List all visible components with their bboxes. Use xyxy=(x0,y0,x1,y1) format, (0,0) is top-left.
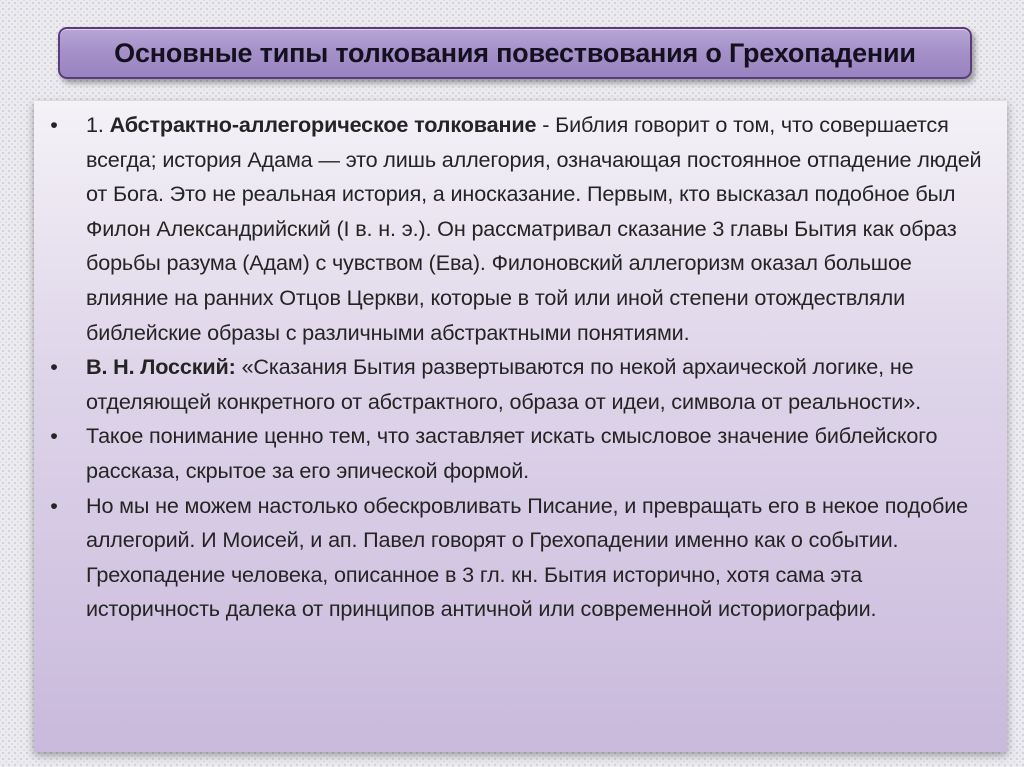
content-box xyxy=(34,101,1007,752)
list-item-1 xyxy=(44,108,987,350)
item-heading: В. Н. Лосский: xyxy=(86,354,236,380)
item-text: Но мы не можем настолько обескровливать Писание, и превращать его в некое подобие аллегорий. И Моисей, и ап. Павел говорят о Грехопадении именно как о событии. Грехопадение человека, описанное в 3 гл. кн. Бытия исторично, хотя сама эта историчность далека от принципов античной или современной историографии. xyxy=(86,492,968,622)
item-text: - Библия говорит о том, что совершается всегда; история Адама — это лишь аллегория, означающая постоянное отпадение людей от Бога. Это не реальная история, а иносказание. Первым, кто высказал подобное был Филон Александрийский (I в. н. э.). Он рассматривал сказание 3 главы Бытия как образ борьбы разума (Адам) с чувством (Ева). Филоновский аллегоризм оказал большое влияние на ранних Отцов Церкви, которые в той или иной степени отождествляли библейские образы с различными абстрактными понятиями. xyxy=(86,112,982,345)
bullet-icon: • xyxy=(50,354,58,380)
item-text: «Сказания Бытия развертываются по некой архаической логике, не отделяющей конкретного от абстрактного, образа от идеи, символа от реальности». xyxy=(86,354,921,414)
bullet-list xyxy=(44,108,987,627)
slide-title: Основные типы толкования повествования о Грехопадении xyxy=(114,37,916,68)
item-heading: Абстрактно-аллегорическое толкование xyxy=(109,112,537,137)
item-text: Такое понимание ценно тем, что заставляет искать смысловое значение библейского рассказа, скрытое за его эпической формой. xyxy=(86,423,938,483)
bullet-icon: • xyxy=(50,492,58,518)
bullet-icon: • xyxy=(50,112,58,137)
bullet-icon: • xyxy=(50,423,58,449)
list-item-2 xyxy=(44,350,987,419)
list-item-4 xyxy=(44,489,987,627)
list-item-3 xyxy=(44,419,987,488)
title-bar xyxy=(58,27,972,79)
item-number: 1. xyxy=(86,112,110,137)
